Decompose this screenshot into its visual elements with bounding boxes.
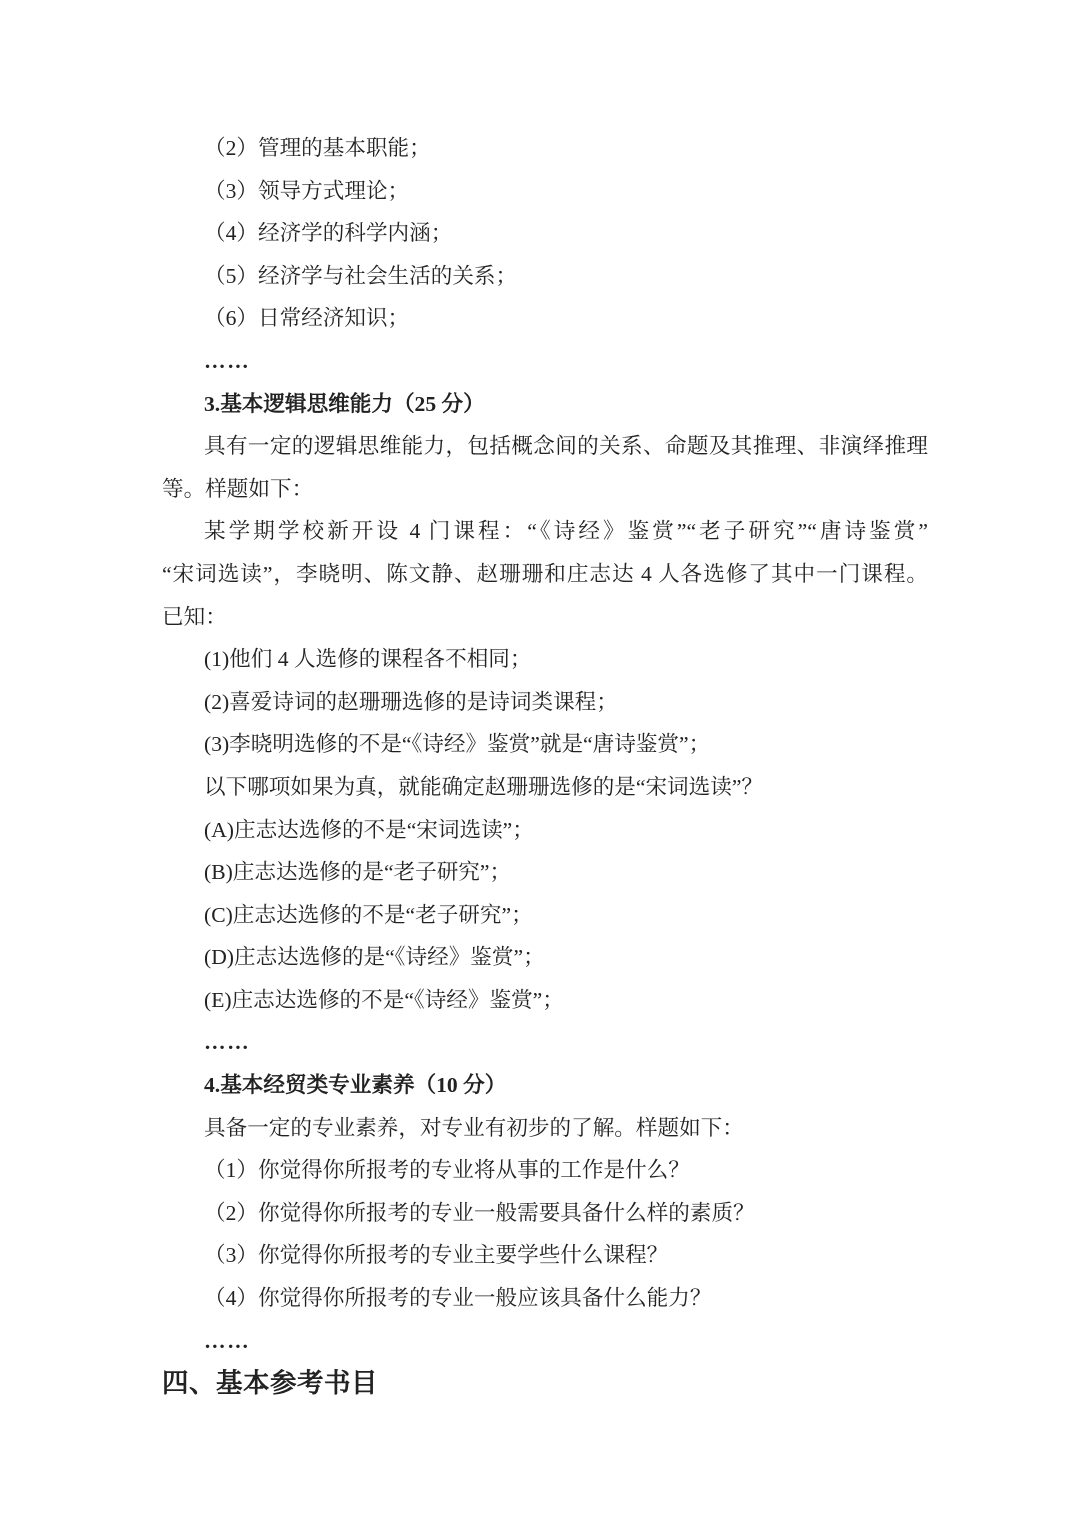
text-line: (D)庄志达选修的是“《诗经》鉴赏”； xyxy=(204,945,545,970)
text-line: (A)庄志达选修的不是“宋词选读”； xyxy=(204,817,534,842)
text-line: (2)喜爱诗词的赵珊珊选修的是诗词类课程； xyxy=(204,689,618,714)
text-line: (C)庄志达选修的不是“老子研究”； xyxy=(204,902,533,927)
ellipsis-line: …… xyxy=(204,1328,251,1353)
text-line: 已知： xyxy=(162,604,227,629)
text-line: （5）经济学与社会生活的关系； xyxy=(204,263,518,288)
sub-heading: 4.基本经贸类专业素养（10 分） xyxy=(204,1073,507,1098)
text-line: 具有一定的逻辑思维能力，包括概念间的关系、命题及其推理、非演绎推理 xyxy=(204,434,928,459)
text-line: 以下哪项如果为真，就能确定赵珊珊选修的是“宋词选读”？ xyxy=(204,774,764,799)
text-line: (B)庄志达选修的是“老子研究”； xyxy=(204,860,512,885)
ellipsis-line: …… xyxy=(204,348,251,373)
text-line: 等。样题如下： xyxy=(162,476,314,501)
text-line: （4）你觉得你所报考的专业一般应该具备什么能力？ xyxy=(204,1286,712,1311)
text-line: 某学期学校新开设 4 门课程：“《诗经》鉴赏”“老子研究”“唐诗鉴赏” xyxy=(204,519,928,544)
text-line: （1）你觉得你所报考的专业将从事的工作是什么？ xyxy=(204,1158,690,1183)
text-line: （2）你觉得你所报考的专业一般需要具备什么样的素质？ xyxy=(204,1200,755,1225)
document-body xyxy=(162,127,928,1405)
text-line: (E)庄志达选修的不是“《诗经》鉴赏”； xyxy=(204,987,564,1012)
text-line: （3）你觉得你所报考的专业主要学些什么课程？ xyxy=(204,1243,669,1268)
text-line: “宋词选读”，李晓明、陈文静、赵珊珊和庄志达 4 人各选修了其中一门课程。 xyxy=(162,561,928,586)
text-line: (1)他们 4 人选修的课程各不相同； xyxy=(204,647,532,672)
text-line: （3）领导方式理论； xyxy=(204,178,410,203)
section-heading: 四、基本参考书目 xyxy=(162,1368,378,1399)
text-line: （2）管理的基本职能； xyxy=(204,136,431,160)
ellipsis-line: …… xyxy=(204,1030,251,1055)
text-line: 具备一定的专业素养，对专业有初步的了解。样题如下： xyxy=(204,1115,744,1140)
text-line: （6）日常经济知识； xyxy=(204,306,410,331)
text-line: (3)李晓明选修的不是“《诗经》鉴赏”就是“唐诗鉴赏”； xyxy=(204,732,711,757)
text-line: （4）经济学的科学内涵； xyxy=(204,221,453,246)
sub-heading: 3.基本逻辑思维能力（25 分） xyxy=(204,391,485,416)
